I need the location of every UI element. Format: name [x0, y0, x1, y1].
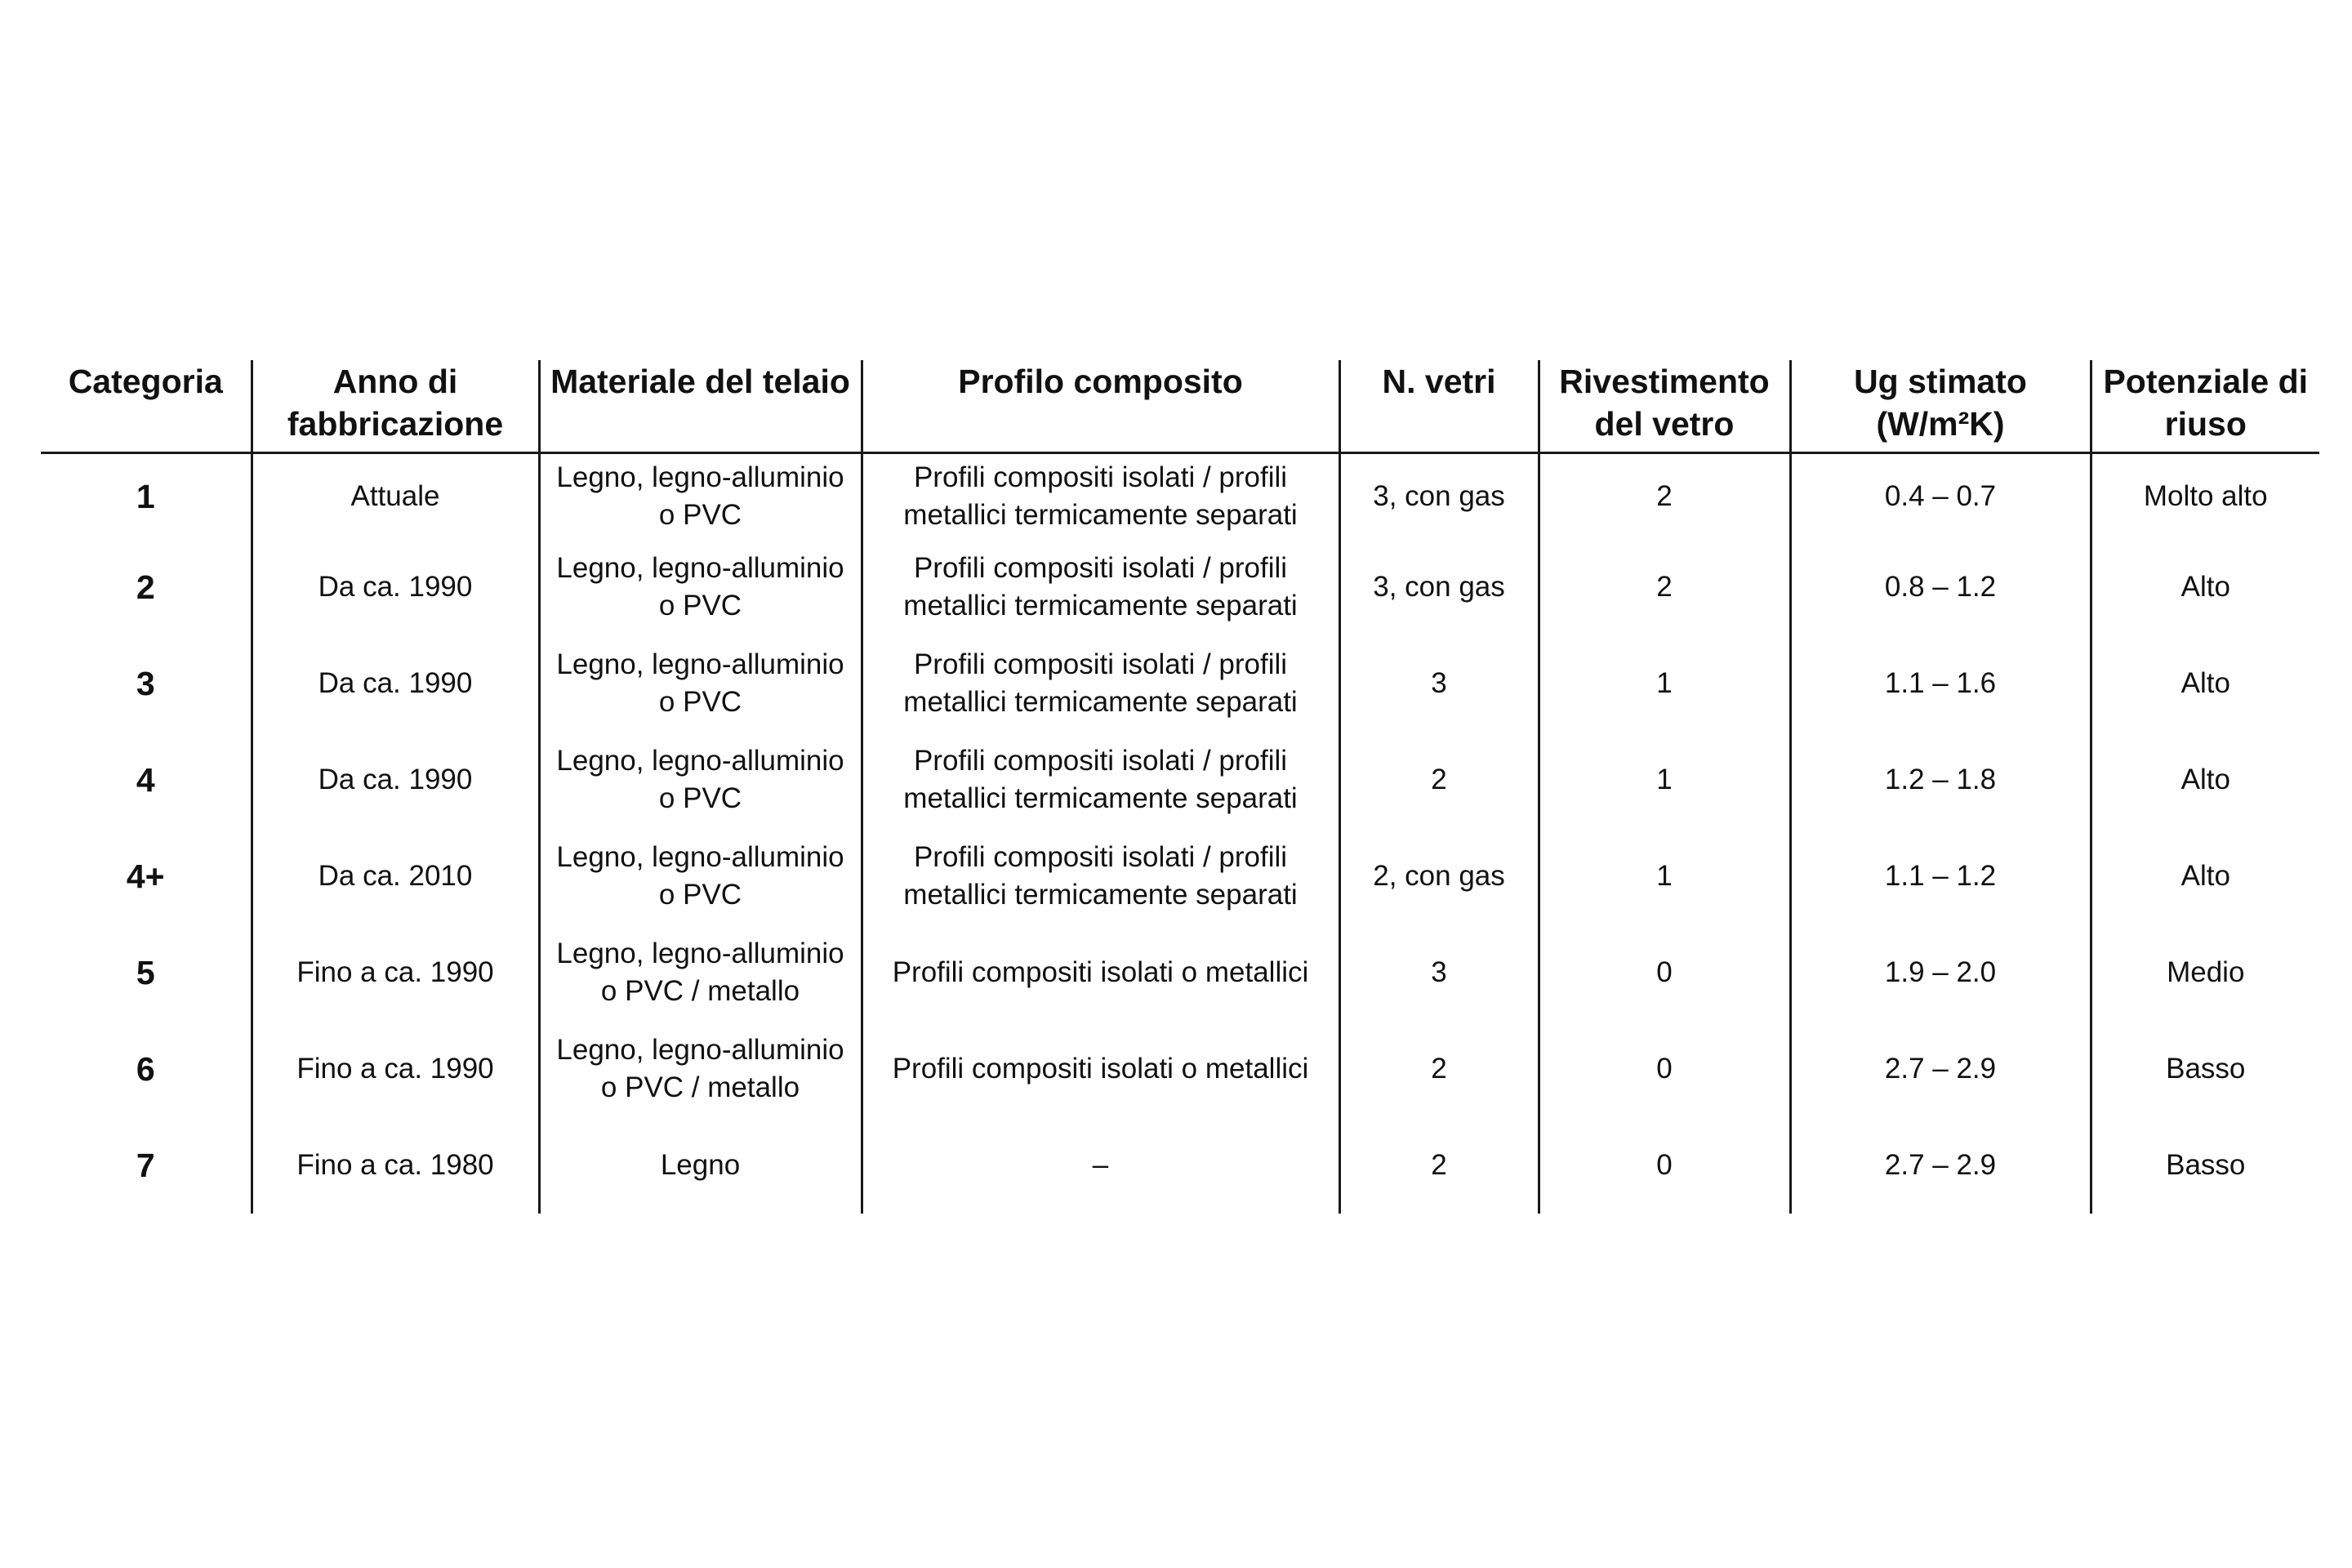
- cell-vetri: 3, con gas: [1339, 453, 1539, 540]
- cell-categoria: 1: [41, 453, 252, 540]
- cell-riuso: Alto: [2180, 860, 2230, 892]
- cell-categoria: 7: [41, 1117, 252, 1214]
- cell-rivestimento: 0: [1539, 1117, 1790, 1214]
- cell-categoria: 4: [41, 732, 252, 828]
- cell-anno: Fino a ca. 1990: [252, 1021, 539, 1117]
- cell-vetri: 3: [1339, 635, 1539, 732]
- cell-rivestimento: 2: [1539, 539, 1790, 635]
- cell-materiale: Legno, legno-alluminio o PVC: [539, 453, 862, 540]
- cell-categoria: 5: [41, 924, 252, 1021]
- cell-riuso: Medio: [2167, 956, 2245, 988]
- cell-anno: Da ca. 1990: [252, 539, 539, 635]
- cell-riuso: Basso: [2166, 1053, 2246, 1085]
- cell-materiale: Legno: [539, 1117, 862, 1214]
- cell-vetri: 2: [1339, 1117, 1539, 1214]
- cell-materiale: Legno, legno-alluminio o PVC: [539, 732, 862, 828]
- cell-profilo: Profili compositi isolati / profili metallici termicamente separati: [862, 732, 1339, 828]
- cell-categoria: 6: [41, 1021, 252, 1117]
- cell-vetri: 3, con gas: [1339, 539, 1539, 635]
- window-categories-table-container: [41, 360, 2319, 1214]
- header-row: [41, 360, 2319, 453]
- table-row: [41, 635, 2319, 732]
- table-body: [41, 453, 2319, 1214]
- window-categories-table: [41, 360, 2319, 1214]
- header-categoria: Categoria: [41, 360, 252, 453]
- table-header: [41, 360, 2319, 453]
- header-profilo: Profilo composito: [862, 360, 1339, 453]
- cell-categoria: 3: [41, 635, 252, 732]
- cell-rivestimento: 1: [1539, 828, 1790, 924]
- header-anno: Anno di fabbricazione: [252, 360, 539, 453]
- cell-categoria: 4+: [41, 828, 252, 924]
- cell-profilo: Profili compositi isolati / profili metallici termicamente separati: [862, 828, 1339, 924]
- cell-profilo: Profili compositi isolati o metallici: [862, 1021, 1339, 1117]
- cell-vetri: 2, con gas: [1339, 828, 1539, 924]
- cell-anno: Attuale: [252, 453, 539, 540]
- header-ug: Ug stimato (W/m²K): [1790, 360, 2091, 453]
- cell-ug: 1.1 – 1.6: [1790, 635, 2091, 732]
- header-rivestimento: Rivestimento del vetro: [1539, 360, 1790, 453]
- cell-materiale: Legno, legno-alluminio o PVC / metallo: [539, 1021, 862, 1117]
- cell-ug: 2.7 – 2.9: [1790, 1117, 2091, 1214]
- cell-profilo: Profili compositi isolati / profili metallici termicamente separati: [862, 635, 1339, 732]
- header-materiale: Materiale del telaio: [539, 360, 862, 453]
- cell-anno: Fino a ca. 1990: [252, 924, 539, 1021]
- table-row: [41, 1021, 2319, 1117]
- cell-anno: Da ca. 2010: [252, 828, 539, 924]
- cell-ug: 1.1 – 1.2: [1790, 828, 2091, 924]
- cell-ug: 0.8 – 1.2: [1790, 539, 2091, 635]
- cell-rivestimento: 1: [1539, 635, 1790, 732]
- cell-vetri: 3: [1339, 924, 1539, 1021]
- table-row: [41, 732, 2319, 828]
- cell-profilo: Profili compositi isolati / profili metallici termicamente separati: [862, 539, 1339, 635]
- cell-vetri: 2: [1339, 1021, 1539, 1117]
- cell-riuso: Alto: [2180, 764, 2230, 795]
- cell-materiale: Legno, legno-alluminio o PVC: [539, 635, 862, 732]
- header-riuso: Potenziale di riuso: [2091, 360, 2319, 453]
- header-vetri: N. vetri: [1339, 360, 1539, 453]
- cell-riuso: Alto: [2180, 571, 2230, 603]
- cell-profilo: –: [862, 1117, 1339, 1214]
- cell-profilo: Profili compositi isolati / profili metallici termicamente separati: [862, 453, 1339, 540]
- cell-anno: Fino a ca. 1980: [252, 1117, 539, 1214]
- cell-rivestimento: 0: [1539, 924, 1790, 1021]
- cell-riuso: Basso: [2166, 1149, 2246, 1181]
- cell-anno: Da ca. 1990: [252, 732, 539, 828]
- cell-ug: 2.7 – 2.9: [1790, 1021, 2091, 1117]
- table-row: [41, 453, 2319, 540]
- cell-materiale: Legno, legno-alluminio o PVC: [539, 539, 862, 635]
- cell-rivestimento: 2: [1539, 453, 1790, 540]
- cell-rivestimento: 1: [1539, 732, 1790, 828]
- cell-ug: 1.9 – 2.0: [1790, 924, 2091, 1021]
- cell-anno: Da ca. 1990: [252, 635, 539, 732]
- cell-riuso: Molto alto: [2143, 480, 2268, 512]
- cell-rivestimento: 0: [1539, 1021, 1790, 1117]
- table-row: [41, 1117, 2319, 1214]
- table-row: [41, 539, 2319, 635]
- cell-ug: 0.4 – 0.7: [1790, 453, 2091, 540]
- cell-profilo: Profili compositi isolati o metallici: [862, 924, 1339, 1021]
- cell-categoria: 2: [41, 539, 252, 635]
- table-row: [41, 828, 2319, 924]
- cell-riuso: Alto: [2180, 667, 2230, 699]
- table-row: [41, 924, 2319, 1021]
- cell-ug: 1.2 – 1.8: [1790, 732, 2091, 828]
- cell-materiale: Legno, legno-alluminio o PVC / metallo: [539, 924, 862, 1021]
- cell-materiale: Legno, legno-alluminio o PVC: [539, 828, 862, 924]
- cell-vetri: 2: [1339, 732, 1539, 828]
